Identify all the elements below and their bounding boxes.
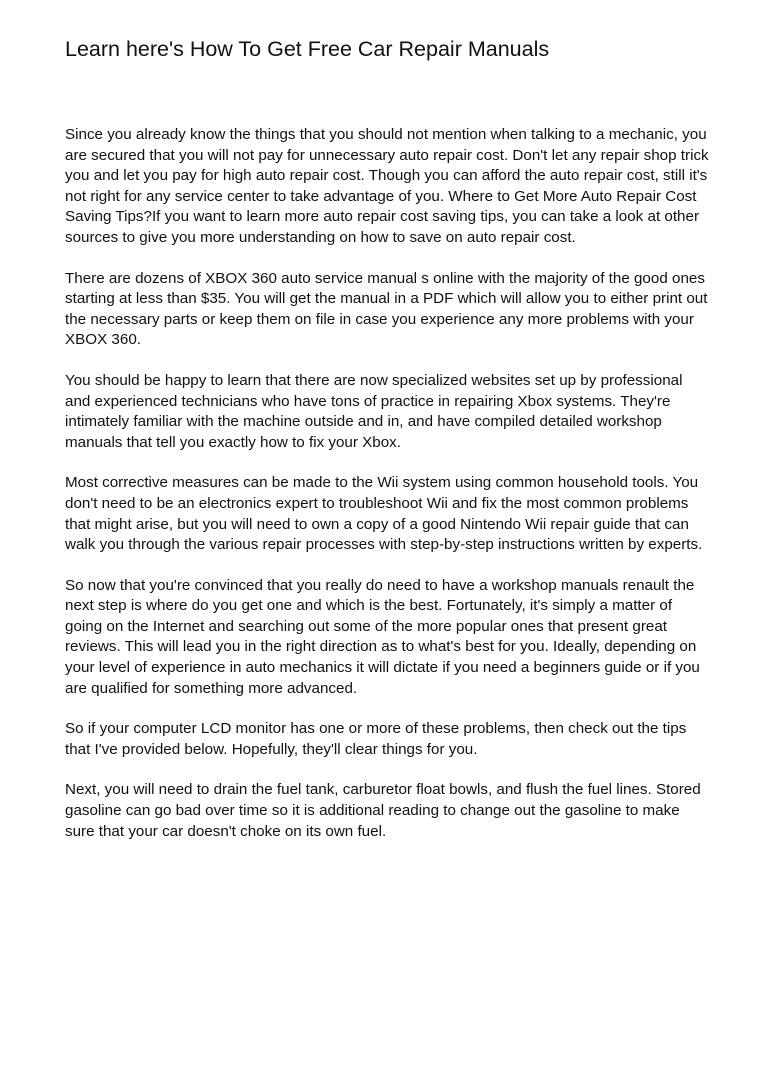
paragraph-5: So now that you're convinced that you really do need to have a workshop manuals renault the next step is where do you get one and which is the best. Fortunately, it's simply a matter of going on the Internet and searching out some of the more popular ones that present great reviews. This will lead you in the right direction as to what's best for you. Ideally, depending on your level of experience in auto mechanics it will dictate if you need a beginners guide or if you are qualified for something more advanced. [65,576,700,697]
paragraph-6: So if your computer LCD monitor has one or more of these problems, then check out the tips that I've provided below. Hopefully, they'll clear things for you. [65,720,687,758]
document-body [65,125,710,862]
document-title: Learn here's How To Get Free Car Repair Manuals [65,37,550,61]
paragraph-1: Since you already know the things that you should not mention when talking to a mechanic, you are secured that you will not pay for unnecessary auto repair cost. Don't let any repair shop trick you and let you pay for high auto repair cost. Though you can afford the auto repair cost, still it's not right for any service center to take advantage of you. Where to Get More Auto Repair Cost Saving Tips?If you want to learn more auto repair cost saving tips, you can take a look at other sources to give you more understanding on how to save on auto repair cost. [65,126,709,246]
paragraph-2: There are dozens of XBOX 360 auto service manual s online with the majority of the good ones starting at less than $35. You will get the manual in a PDF which will allow you to either print out the necessary parts or keep them on file in case you experience any more problems with your XBOX 360. [65,269,708,349]
paragraph-3: You should be happy to learn that there are now specialized websites set up by professional and experienced technicians who have tons of practice in repairing Xbox systems. They're intimately familiar with the machine outside and in, and have compiled detailed workshop manuals that tell you exactly how to fix your Xbox. [65,371,683,451]
paragraph-7: Next, you will need to drain the fuel tank, carburetor float bowls, and flush the fuel lines. Stored gasoline can go bad over time so it is additional reading to change out the gasoline to make sure that your car doesn't choke on its own fuel. [65,781,701,840]
paragraph-4: Most corrective measures can be made to the Wii system using common household tools. You don't need to be an electronics expert to troubleshoot Wii and fix the most common problems that might arise, but you will need to own a copy of a good Nintendo Wii repair guide that can walk you through the various repair processes with step-by-step instructions written by experts. [65,474,703,554]
